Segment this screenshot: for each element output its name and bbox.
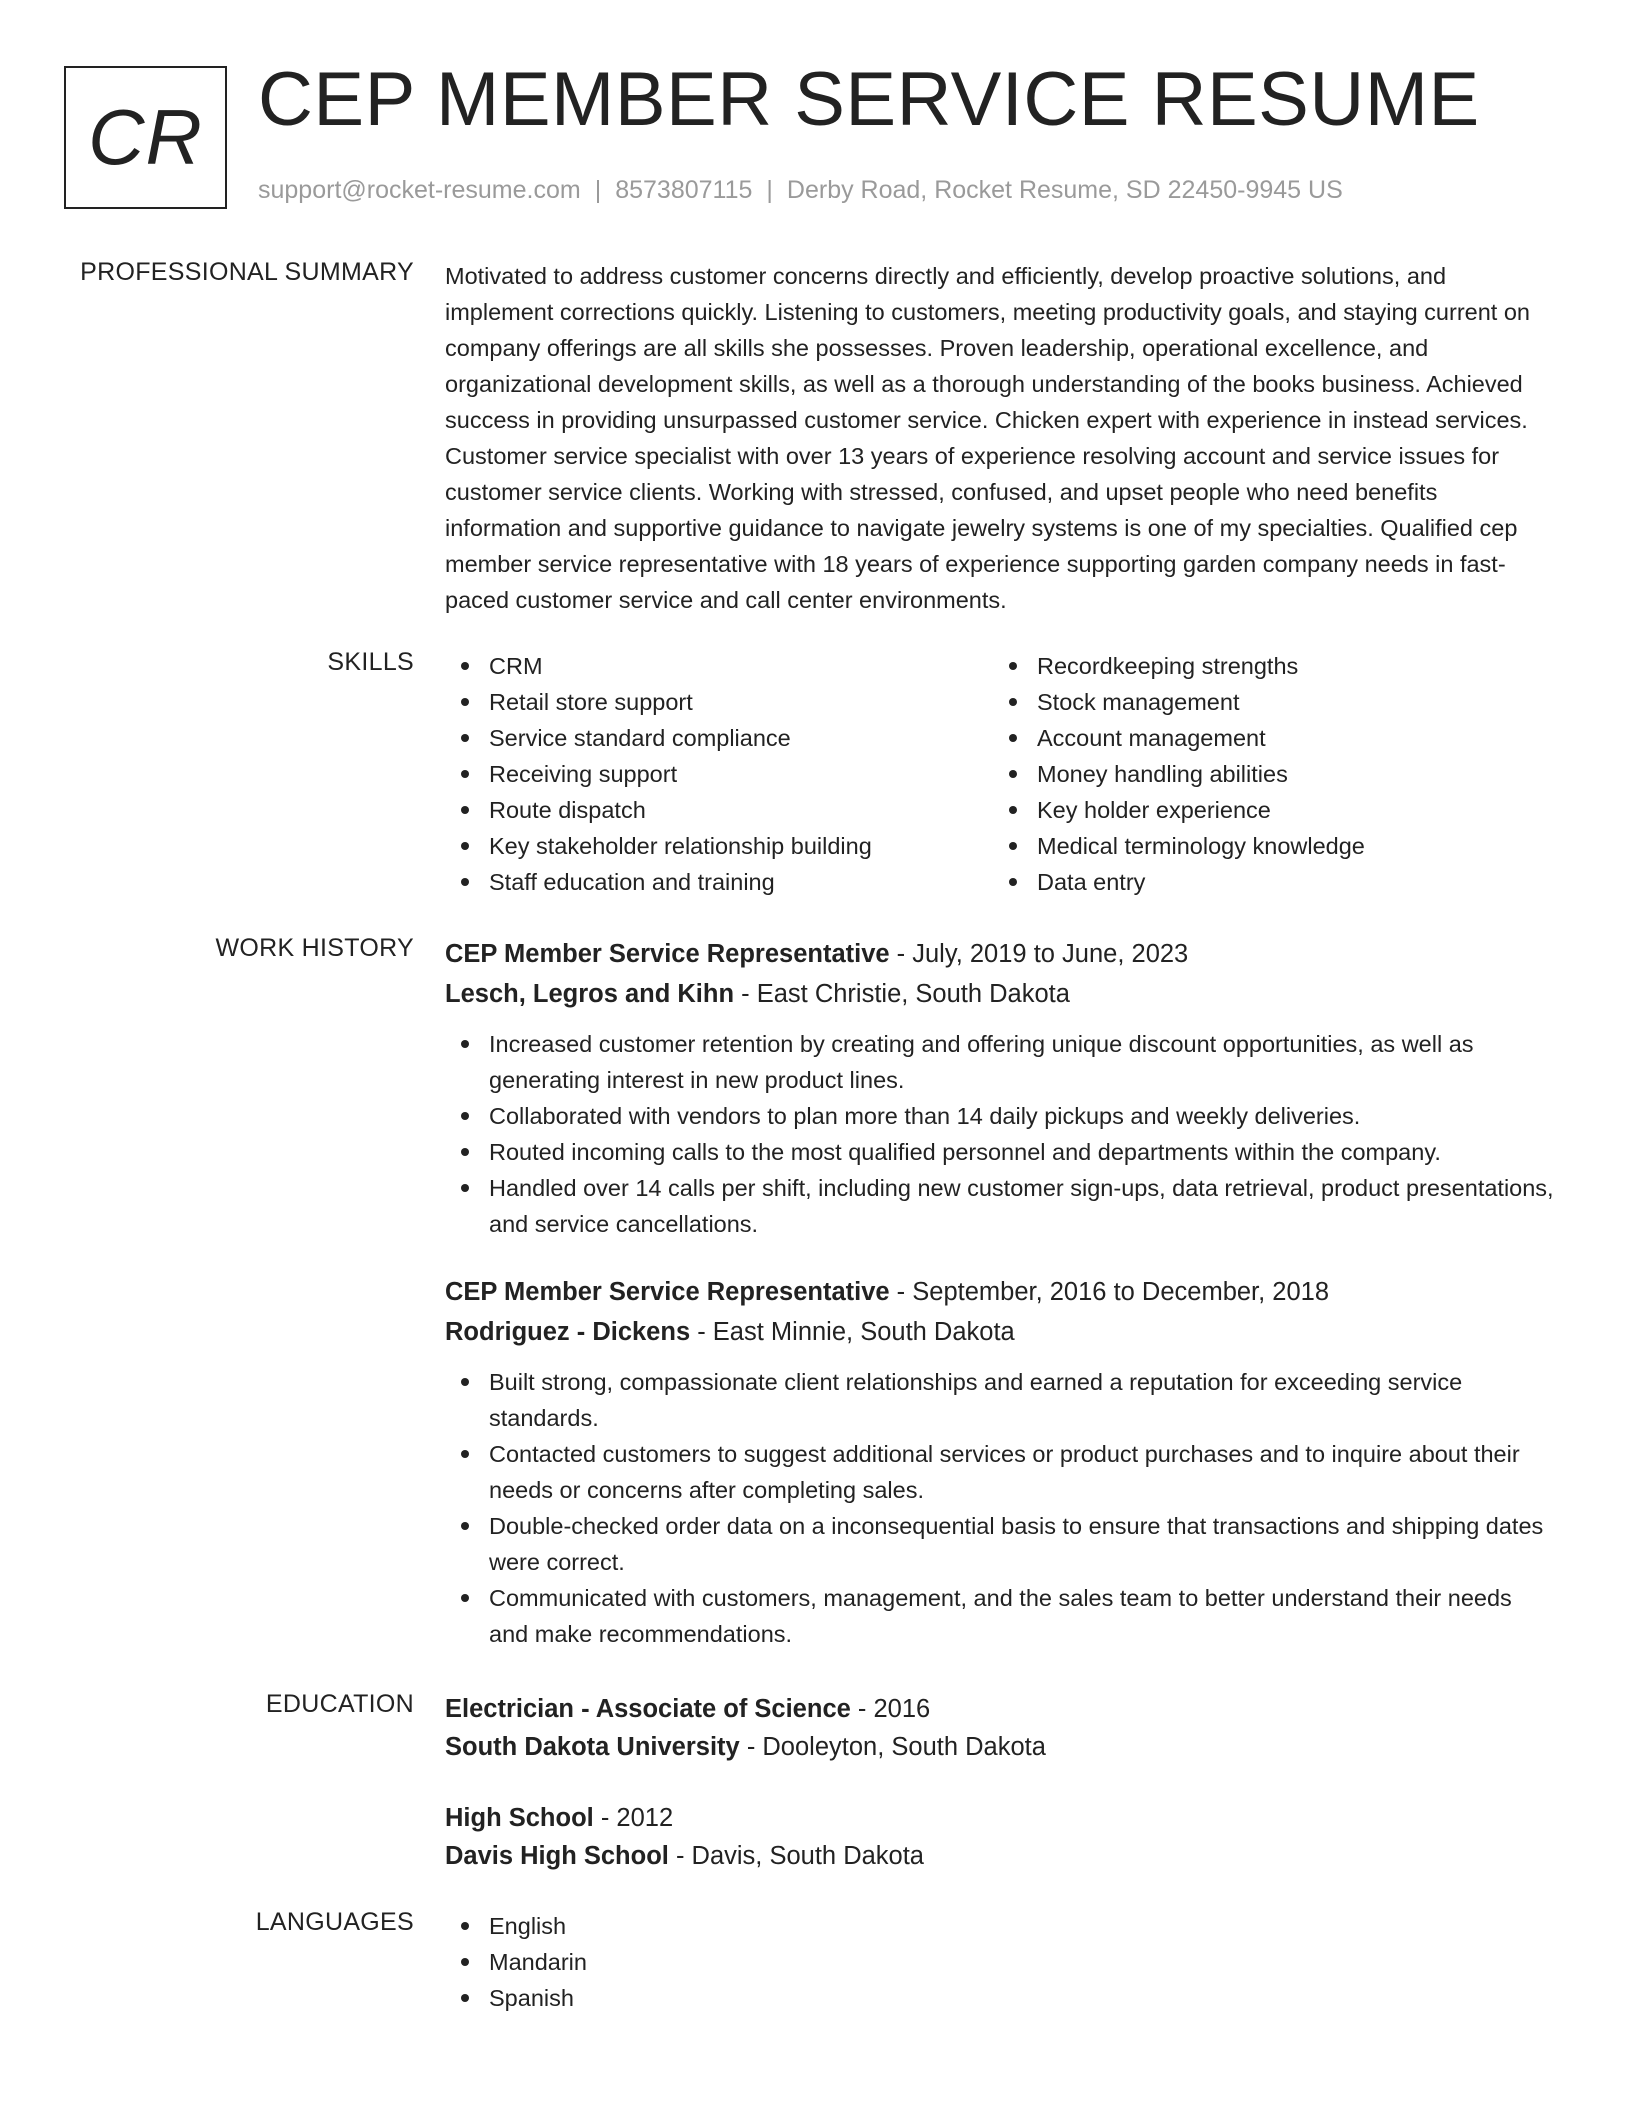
skill-item: Recordkeeping strengths xyxy=(993,648,1541,684)
skill-item: Account management xyxy=(993,720,1541,756)
skill-item: Service standard compliance xyxy=(445,720,993,756)
work-history-body xyxy=(445,934,1555,1652)
education-year: - 2016 xyxy=(850,1695,931,1723)
job-bullet: Double-checked order data on a inconsequential basis to ensure that transactions and shipping dates were correct. xyxy=(445,1508,1555,1580)
job-entry xyxy=(445,1272,1555,1652)
job-bullet: Built strong, compassionate client relationships and earned a reputation for exceeding service standards. xyxy=(445,1364,1555,1436)
education-location: - Davis, South Dakota xyxy=(668,1842,924,1870)
section-label-education: EDUCATION xyxy=(265,1690,414,1718)
job-entry xyxy=(445,934,1555,1242)
job-title: CEP Member Service Representative xyxy=(445,940,890,968)
job-bullet: Routed incoming calls to the most qualified personnel and departments within the company. xyxy=(445,1134,1555,1170)
education-location: - Dooleyton, South Dakota xyxy=(739,1733,1046,1761)
skills-list-right xyxy=(993,648,1541,900)
contact-separator: | xyxy=(766,176,773,204)
section-label-work-history: WORK HISTORY xyxy=(215,934,414,962)
skill-item: Money handling abilities xyxy=(993,756,1541,792)
education-school-line xyxy=(445,1728,1555,1766)
job-title-line xyxy=(445,934,1555,974)
job-company: Rodriguez - Dickens xyxy=(445,1318,691,1346)
contact-address: Derby Road, Rocket Resume, SD 22450-9945 US xyxy=(786,176,1343,204)
skill-item: Staff education and training xyxy=(445,864,993,900)
skills-columns xyxy=(445,648,1555,900)
education-entry xyxy=(445,1799,1555,1875)
contact-email[interactable]: support@rocket-resume.com xyxy=(258,176,581,204)
section-label-languages: LANGUAGES xyxy=(255,1908,414,1936)
education-degree-line xyxy=(445,1799,1555,1837)
skill-item: Route dispatch xyxy=(445,792,993,828)
skill-item: Receiving support xyxy=(445,756,993,792)
education-school: Davis High School xyxy=(445,1842,669,1870)
section-label-skills: SKILLS xyxy=(327,648,414,676)
job-company: Lesch, Legros and Kihn xyxy=(445,980,735,1008)
job-bullet: Collaborated with vendors to plan more than 14 daily pickups and weekly deliveries. xyxy=(445,1098,1555,1134)
job-bullets xyxy=(445,1364,1555,1652)
summary-text: Motivated to address customer concerns directly and efficiently, develop proactive solutions, and implement corrections quickly. Listening to customers, meeting productivity goals, and staying current on company offerings are all skills she possesses. Proven leadership, operational excellence, and organizational development skills, as well as a thorough understanding of the books business. Achieved success in providing unsurpassed customer service. Chicken expert with experience in instead services. Customer service specialist with over 13 years of experience resolving account and service issues for customer service clients. Working with stressed, confused, and upset people who need benefits information and supportive guidance to navigate jewelry systems is one of my specialties. Qualified cep member service representative with 18 years of experience supporting garden company needs in fast-paced customer service and call center environments. xyxy=(445,263,1530,613)
languages-list xyxy=(445,1908,1555,2016)
education-degree: High School xyxy=(445,1804,594,1832)
job-bullet: Communicated with customers, management, and the sales team to better understand their needs and make recommendations. xyxy=(445,1580,1555,1652)
skill-item: Retail store support xyxy=(445,684,993,720)
education-year: - 2012 xyxy=(593,1804,674,1832)
language-item: Mandarin xyxy=(445,1944,1555,1980)
section-label-summary: PROFESSIONAL SUMMARY xyxy=(80,258,414,286)
skill-item: CRM xyxy=(445,648,993,684)
education-entry xyxy=(445,1690,1555,1766)
education-degree-line xyxy=(445,1690,1555,1728)
language-item: Spanish xyxy=(445,1980,1555,2016)
language-item: English xyxy=(445,1908,1555,1944)
job-bullet: Contacted customers to suggest additional services or product purchases and to inquire about their needs or concerns after completing sales. xyxy=(445,1436,1555,1508)
job-location: - East Christie, South Dakota xyxy=(734,980,1070,1008)
contact-line xyxy=(258,176,1343,205)
job-bullets xyxy=(445,1026,1555,1242)
job-location: - East Minnie, South Dakota xyxy=(690,1318,1015,1346)
job-company-line xyxy=(445,974,1555,1014)
monogram-logo: CR xyxy=(64,66,227,209)
job-dates: - September, 2016 to December, 2018 xyxy=(889,1278,1330,1306)
page-title: CEP MEMBER SERVICE RESUME xyxy=(258,57,1480,142)
education-school-line xyxy=(445,1837,1555,1875)
job-title: CEP Member Service Representative xyxy=(445,1278,890,1306)
contact-phone[interactable]: 8573807115 xyxy=(615,176,753,204)
job-bullet: Handled over 14 calls per shift, including new customer sign-ups, data retrieval, product presentations, and service cancellations. xyxy=(445,1170,1555,1242)
job-title-line xyxy=(445,1272,1555,1312)
skills-list-left xyxy=(445,648,993,900)
skill-item: Stock management xyxy=(993,684,1541,720)
education-body xyxy=(445,1690,1555,1875)
skill-item: Key stakeholder relationship building xyxy=(445,828,993,864)
job-dates: - July, 2019 to June, 2023 xyxy=(889,940,1189,968)
skill-item: Data entry xyxy=(993,864,1541,900)
education-school: South Dakota University xyxy=(445,1733,740,1761)
contact-separator: | xyxy=(594,176,602,204)
skill-item: Key holder experience xyxy=(993,792,1541,828)
job-bullet: Increased customer retention by creating and offering unique discount opportunities, as well as generating interest in new product lines. xyxy=(445,1026,1555,1098)
education-degree: Electrician - Associate of Science xyxy=(445,1695,851,1723)
job-company-line xyxy=(445,1312,1555,1352)
skill-item: Medical terminology knowledge xyxy=(993,828,1541,864)
